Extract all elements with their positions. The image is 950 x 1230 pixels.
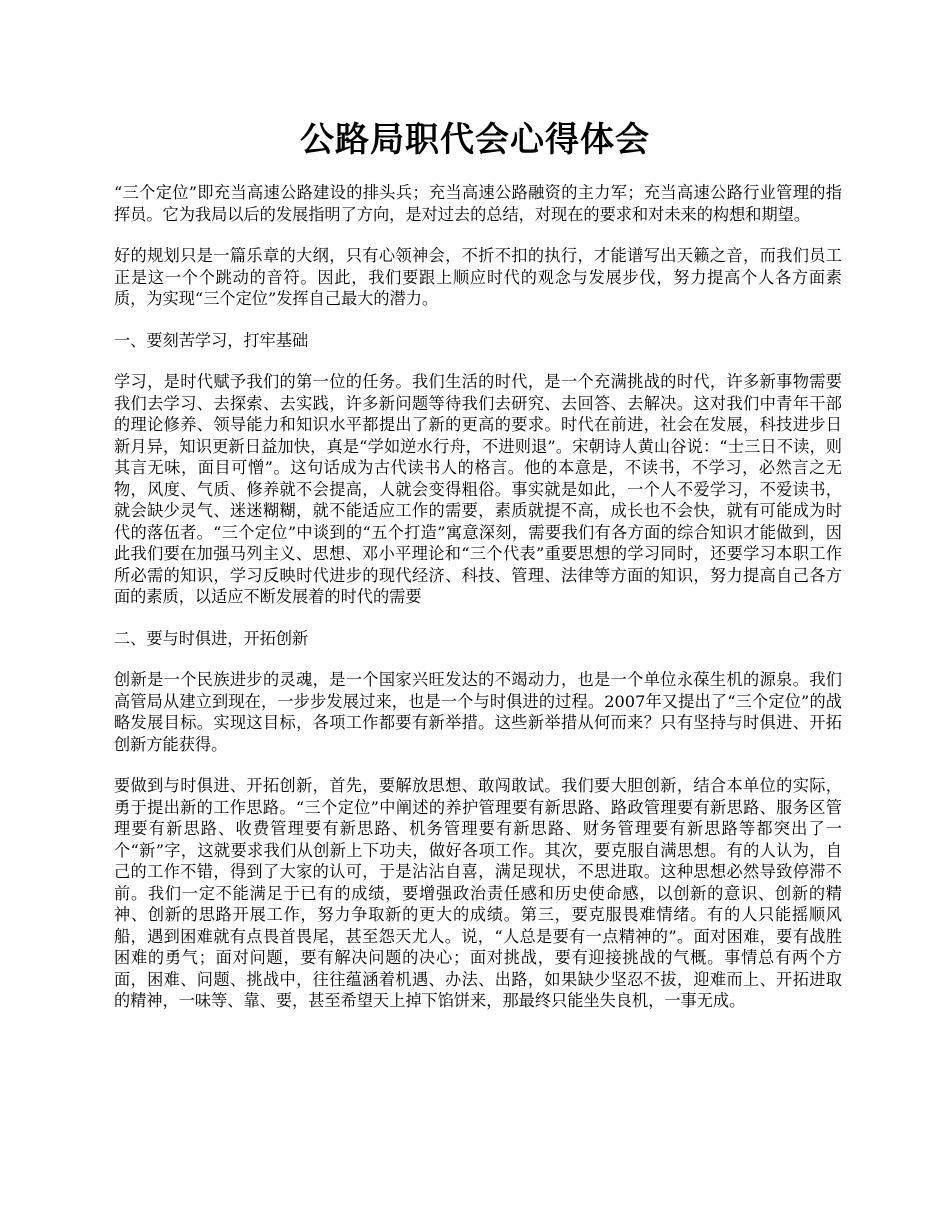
document-title: 公路局职代会心得体会: [300, 120, 650, 160]
document-body: [114, 182, 842, 1032]
paragraph-planning: 好的规划只是一篇乐章的大纲，只有心领神会，不折不扣的执行，才能谱写出天籁之音，而我们员工正是这一个个跳动的音符。因此，我们要跟上顺应时代的观念与发展步伐，努力提高个人各方面素质，为实现“三个定位”发挥自己最大的潜力。: [114, 246, 842, 308]
paragraph-innovation-detail: 要做到与时俱进、开拓创新，首先，要解放思想、敢闯敢试。我们要大胆创新，结合本单位的实际，勇于提出新的工作思路。“三个定位”中阐述的养护管理要有新思路、路政管理要有新思路、服务区管理要有新思路、收费管理要有新思路、机务管理要有新思路、财务管理要有新思路等都突出了一个“新”字，这就要求我们从创新上下功夫，做好各项工作。其次，要克服自满思想。有的人认为，自己的工作不错，得到了大家的认可，于是沾沾自喜，满足现状，不思进取。这种思想必然导致停滞不前。我们一定不能满足于已有的成绩，要增强政治责任感和历史使命感，以创新的意识、创新的精神、创新的思路开展工作，努力争取新的更大的成绩。第三，要克服畏难情绪。有的人只能摇顺风船，遇到困难就有点畏首畏尾，甚至怨天尤人。说，“人总是要有一点精神的”。面对困难，要有战胜困难的勇气；面对问题，要有解决问题的决心；面对挑战，要有迎接挑战的气概。事情总有两个方面，困难、问题、挑战中，往往蕴涵着机遇、办法、出路，如果缺少坚忍不拔，迎难而上、开拓进取的精神，一味等、靠、要，甚至希望天上掉下馅饼来，那最终只能坐失良机，一事无成。: [114, 776, 842, 1010]
paragraph-innovation: 创新是一个民族进步的灵魂，是一个国家兴旺发达的不竭动力，也是一个单位永葆生机的源泉。我们高管局从建立到现在，一步步发展过来，也是一个与时俱进的过程。2007年又提出了“三个定位”的战略发展目标。实现这目标，各项工作都要有新举措。这些新举措从何而来？只有坚持与时俱进、开拓创新方能获得。: [114, 670, 842, 754]
section-heading-innovation: 二、要与时俱进，开拓创新: [114, 628, 309, 648]
paragraph-intro: “三个定位”即充当高速公路建设的排头兵；充当高速公路融资的主力军；充当高速公路行业管理的指挥员。它为我局以后的发展指明了方向，是对过去的总结，对现在的要求和对未来的构想和期望。: [114, 183, 842, 224]
section-heading-study: 一、要刻苦学习，打牢基础: [114, 330, 309, 350]
paragraph-study: 学习，是时代赋予我们的第一位的任务。我们生活的时代，是一个充满挑战的时代，许多新事物需要我们去学习、去探索、去实践，许多新问题等待我们去研究、去回答、去解决。这对我们中青年干部的理论修养、领导能力和知识水平都提出了新的更高的要求。时代在前进，社会在发展，科技进步日新月异，知识更新日益加快，真是“学如逆水行舟，不进则退”。宋朝诗人黄山谷说：“士三日不读，则其言无味，面目可憎”。这句话成为古代读书人的格言。他的本意是，不读书，不学习，必然言之无物，风度、气质、修养就不会提高，人就会变得粗俗。事实就是如此，一个人不爱学习，不爱读书，就会缺少灵气、迷迷糊糊，就不能适应工作的需要，素质就提不高，成长也不会快，就有可能成为时代的落伍者。“三个定位”中谈到的“五个打造”寓意深刻，需要我们有各方面的综合知识才能做到，因此我们要在加强马列主义、思想、邓小平理论和“三个代表”重要思想的学习同时，还要学习本职工作所必需的知识，学习反映时代进步的现代经济、科技、管理、法律等方面的知识，努力提高自己各方面的素质，以适应不断发展着的时代的需要: [114, 372, 842, 606]
